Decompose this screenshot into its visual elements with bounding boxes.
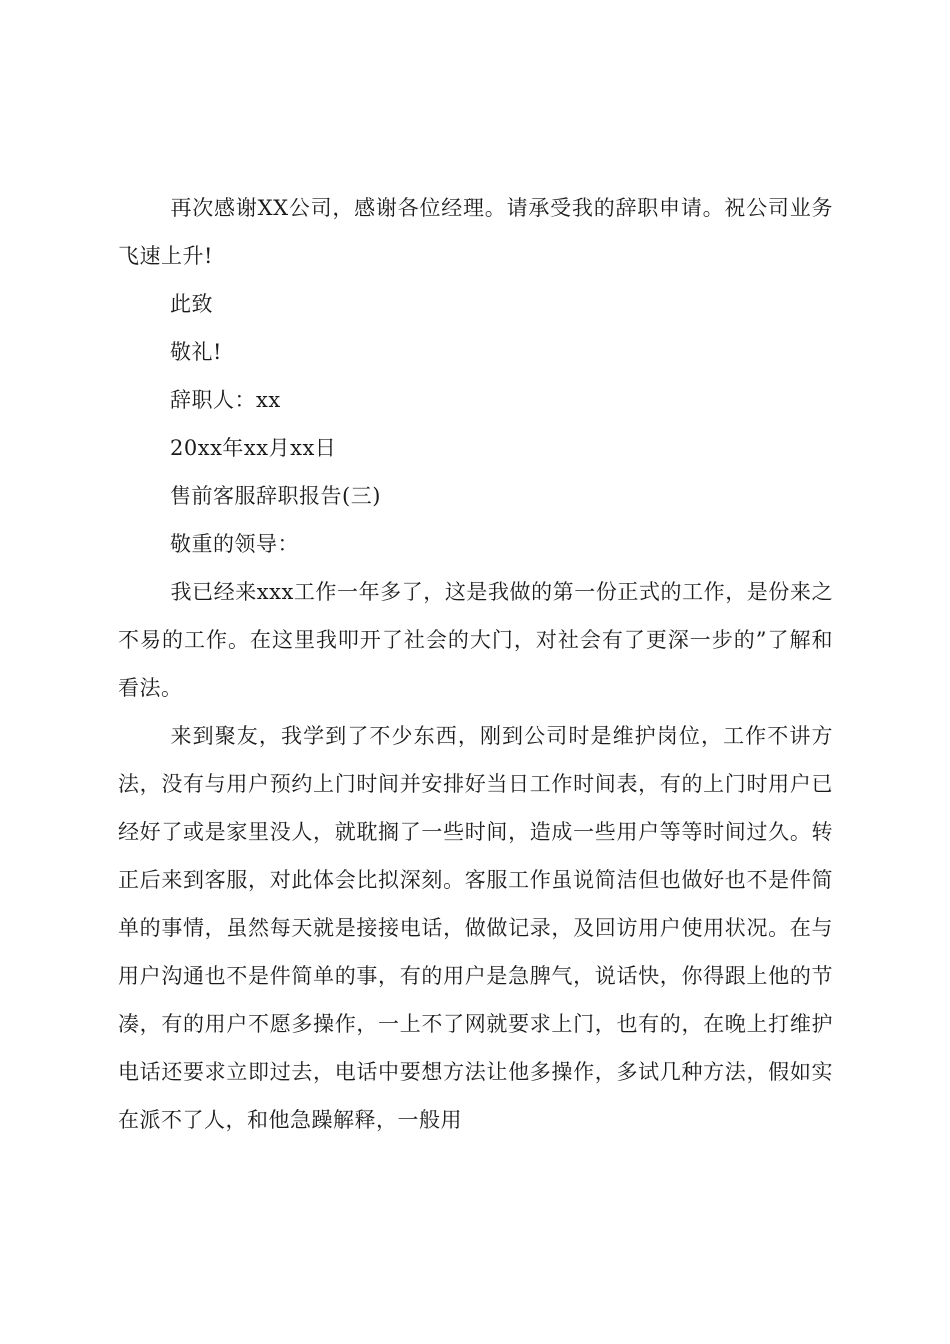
salutation-ci-zhi: 此致 [170, 292, 213, 316]
greeting-line: 敬重的领导： [170, 532, 299, 556]
body-paragraph-2: 来到聚友，我学到了不少东西，刚到公司时是维护岗位，工作不讲方法，没有与用户预约上门时间并安排好当日工作时间表，有的上门时用户已经好了或是家里没人，就耽搁了一些时间，造成一些用户等等时间过久。转正后来到客服，对此体会比拟深刻。客服工作虽说简洁但也做好也不是件简单的事情，虽然每天就是接接电话，做做记录，及回访用户使用状况。在与用户沟通也不是件简单的事，有的用户是急脾气，说话快，你得跟上他的节凑，有的用户不愿多操作，一上不了网就要求上门，也有的，在晚上打维护电话还要求立即过去，电话中要想方法让他多操作，多试几种方法，假如实在派不了人，和他急躁解释，一般用 [118, 724, 833, 1132]
salutation-jing-li: 敬礼! [170, 340, 222, 364]
document-page [118, 184, 833, 1144]
body-paragraph-1: 我已经来xxx工作一年多了，这是我做的第一份正式的工作，是份来之不易的工作。在这里我叩开了社会的大门，对社会有了更深一步的”了解和看法。 [118, 580, 833, 700]
section-title: 售前客服辞职报告(三) [170, 484, 381, 508]
signer-line: 辞职人：xx [170, 388, 281, 412]
date-line: 20xx年xx月xx日 [170, 436, 337, 460]
closing-paragraph: 再次感谢XX公司，感谢各位经理。请承受我的辞职申请。祝公司业务飞速上升! [118, 196, 833, 268]
